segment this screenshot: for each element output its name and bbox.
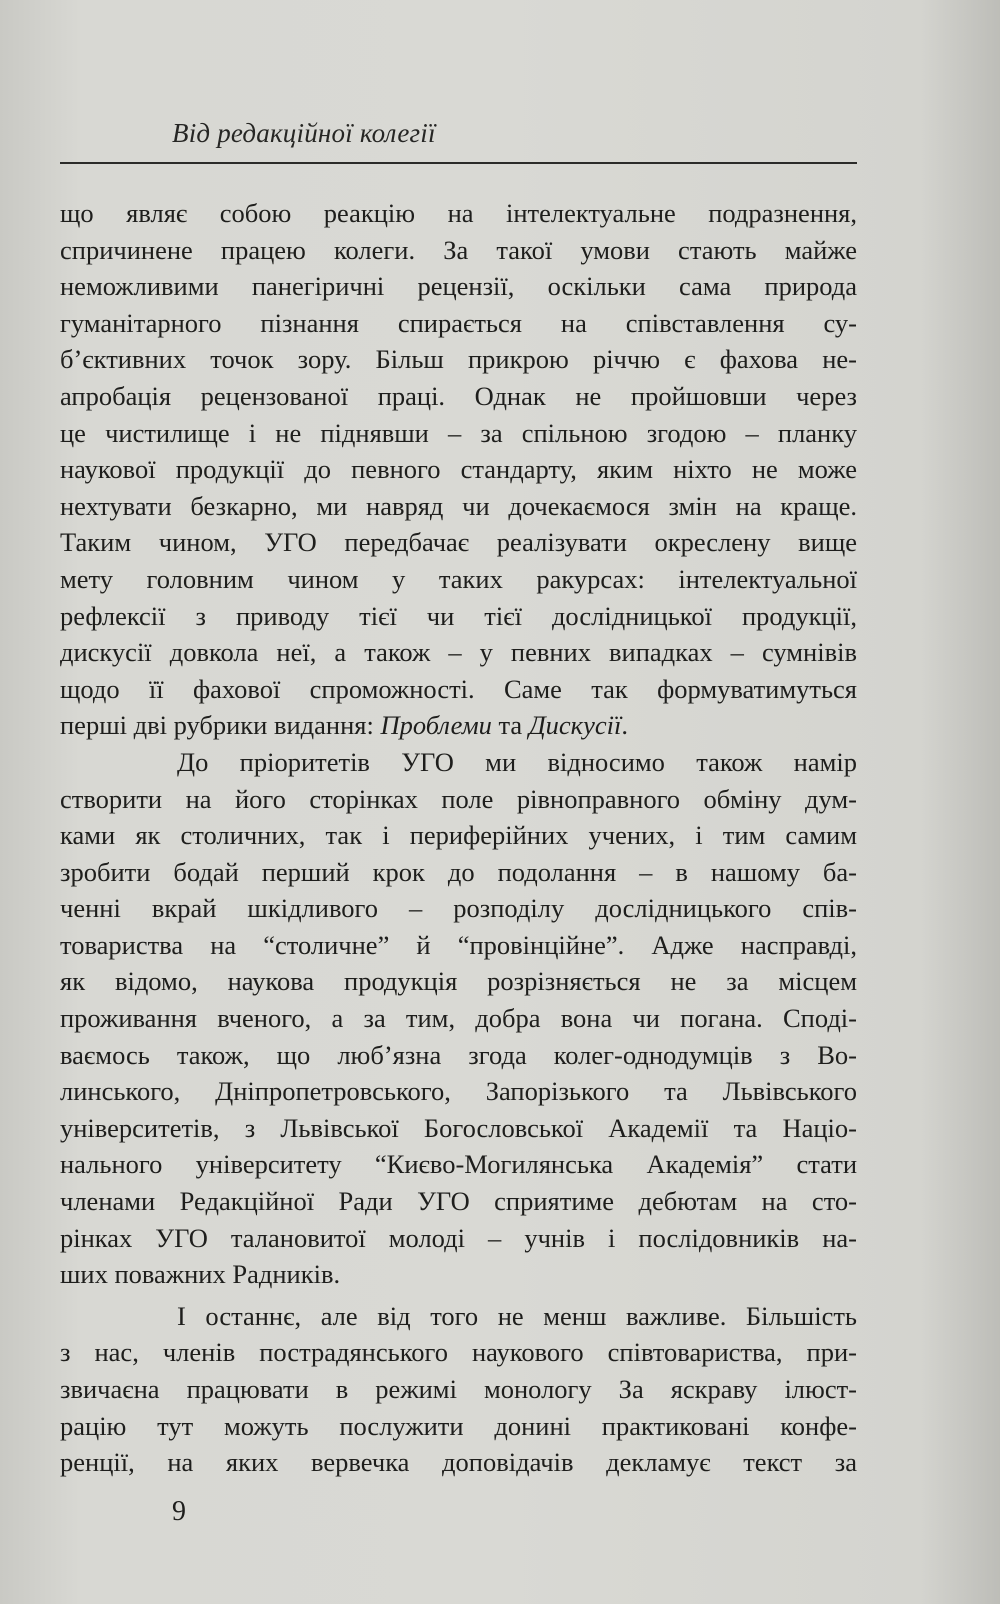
text-line-rubrics (60, 707, 857, 744)
text-line: апробація рецензованої праці. Однак не пройшовши через (60, 380, 857, 411)
page-number: 9 (172, 1496, 186, 1527)
text-line: щодо її фахової спроможності. Саме так формуватимуться (60, 673, 857, 704)
text-line: спричинене працею колеги. За такої умови стають майже (60, 234, 857, 265)
text-line: товариства на “столичне” й “провінційне”. Адже насправді, (60, 929, 857, 960)
text-line: ченні вкрай шкідливого – розподілу дослідницького спів- (60, 893, 857, 924)
paragraph-start-line: До пріоритетів УГО ми відносимо також намір (177, 746, 857, 777)
text-line: ваємось також, що люб’язна згода колег-однодумців з Во- (60, 1039, 857, 1070)
text-line: б’єктивних точок зору. Більш прикрою річчю є фахова не- (60, 344, 857, 375)
text-line: нального університету “Києво-Могилянська Академія” стати (60, 1149, 857, 1180)
text-line: ших поважних Радників. (60, 1259, 341, 1290)
text-line: це чистилище і не піднявши – за спільною згодою – планку (60, 417, 857, 448)
header-rule (60, 162, 857, 164)
running-head: Від редакційної колегії (172, 118, 436, 148)
text-line: звичаєна працювати в режимі монологу За яскраву ілюст- (60, 1374, 857, 1404)
rubric-problems: Проблеми (380, 710, 492, 741)
text-line: мету головним чином у таких ракурсах: інтелектуальної (60, 563, 857, 594)
text-line: гуманітарного пізнання спирається на співставлення су- (60, 307, 857, 338)
text-line: Таким чином, УГО передбачає реалізувати окреслену вище (60, 527, 857, 558)
text-line: неможливими панегіричні рецензії, оскільки сама природа (60, 271, 857, 302)
text-line: що являє собою реакцію на інтелектуальне подразнення, (60, 198, 857, 228)
text-line: линського, Дніпропетровського, Запорізького та Львівського (60, 1076, 857, 1107)
rubrics-conjunction: та (491, 710, 529, 741)
paragraph-start-line: І останнє, але від того не менш важливе. Більшість (177, 1300, 857, 1331)
body-text (60, 195, 857, 1481)
text-line: рінках УГО талановитої молоді – учнів і послідовників на- (60, 1222, 857, 1253)
rubric-discussions: Дискусії (528, 710, 622, 741)
text-line: наукової продукції до певного стандарту, яким ніхто не може (60, 454, 857, 485)
text-line: зробити бодай перший крок до подолання – в нашому ба- (60, 856, 857, 887)
text-line: ренції, на яких вервечка доповідачів декламує текст за (60, 1447, 857, 1478)
text-line: з нас, членів пострадянського наукового співтовариства, при- (60, 1337, 857, 1368)
text-line: нехтувати безкарно, ми навряд чи дочекаємося змін на краще. (60, 490, 857, 521)
text-line: рефлексії з приводу тієї чи тієї дослідницької продукції, (60, 600, 857, 631)
rubrics-period: . (621, 710, 628, 741)
text-line: проживання вченого, а за тим, добра вона чи погана. Споді- (60, 1003, 857, 1034)
rubrics-intro: перші дві рубрики видання: (60, 710, 381, 741)
text-line: як відомо, наукова продукція розрізняється не за місцем (60, 966, 857, 997)
text-line: рацію тут можуть послужити донині практиковані конфе- (60, 1410, 857, 1441)
text-line: членами Редакційної Ради УГО сприятиме дебютам на сто- (60, 1186, 857, 1217)
text-line: дискусії довкола неї, а також – у певних випадках – сумнівів (60, 637, 857, 668)
text-line: створити на його сторінках поле рівноправного обміну дум- (60, 783, 857, 814)
text-line: університетів, з Львівської Богословської Академії та Націо- (60, 1112, 857, 1143)
text-line: ками як столичних, так і периферійних учених, і тим самим (60, 820, 857, 851)
